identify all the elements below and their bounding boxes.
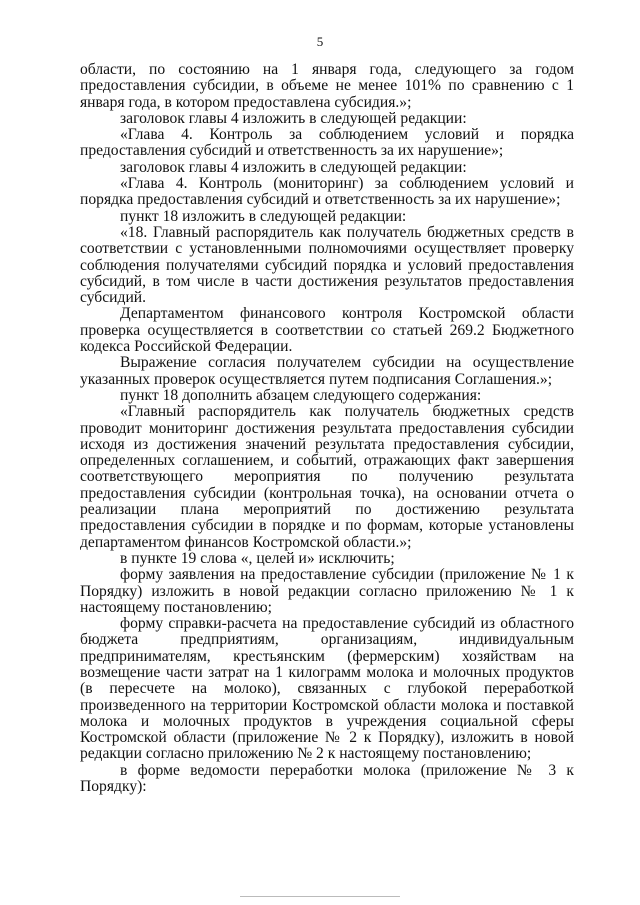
paragraph: форму справки-расчета на предоставление субсидий из областного бюджета предприятиям, организациям, индивидуальным предпринимателям, крестьянским (фермерским) хозяйствам на возмещение части затрат на 1 килограмм молока и молочных продуктов (в пересчете на молоко), связанных с глубокой переработкой произведенного на территории Костромской области молока и поставкой молока и молочных продуктов в учреждения социальной сферы Костромской области (приложение № 2 к Порядку), изложить в новой редакции согласно приложению № 2 к настоящему постановлению; bbox=[80, 615, 574, 763]
paragraph-continuation: области, по состоянию на 1 января года, следующего за годом предоставления субсидии, в объеме не менее 101% по сравнению с 1 января года, в котором предоставлена субсидия.»; bbox=[80, 61, 574, 111]
paragraph: «Главный распорядитель как получатель бюджетных средств проводит мониторинг достижения результата предоставления субсидии исходя из достижения значений результата предоставления субсидии, определенных соглашением, и событий, отражающих факт завершения соответствующего мероприятия по получению результата предоставления субсидии (контрольная точка), на основании отчета о реализации плана мероприятий по достижению результата предоставления субсидии в порядке и по формам, которые установлены департаментом финансов Костромской области.»; bbox=[80, 403, 574, 551]
page-number: 5 bbox=[316, 34, 324, 49]
paragraph: Департаментом финансового контроля Костромской области проверка осуществляется в соответствии со статьей 269.2 Бюджетного кодекса Российской Федерации. bbox=[80, 305, 574, 356]
paragraph: форму заявления на предоставление субсидии (приложение № 1 к Порядку) изложить в новой редакции согласно приложению № 1 к настоящему постановлению; bbox=[80, 566, 574, 616]
paragraph: пункт 18 дополнить абзацем следующего содержания: bbox=[120, 386, 482, 404]
paragraph: пункт 18 изложить в следующей редакции: bbox=[120, 207, 407, 225]
paragraph: в пункте 19 слова «, целей и» исключить; bbox=[120, 549, 395, 567]
paragraph: в форме ведомости переработки молока (приложение № 3 к Порядку): bbox=[80, 761, 574, 796]
paragraph: заголовок главы 4 изложить в следующей редакции: bbox=[120, 109, 467, 127]
bottom-rule bbox=[240, 896, 400, 897]
paragraph: заголовок главы 4 изложить в следующей редакции: bbox=[120, 158, 467, 176]
paragraph: Выражение согласия получателем субсидии на осуществление указанных проверок осуществляется путем подписания Соглашения.»; bbox=[80, 354, 574, 388]
document-body bbox=[80, 62, 574, 795]
paragraph: «Глава 4. Контроль за соблюдением условий и порядка предоставления субсидий и ответственность за их нарушение»; bbox=[80, 126, 574, 160]
paragraph: «18. Главный распорядитель как получатель бюджетных средств в соответствии с установленными полномочиями осуществляет проверку соблюдения получателями субсидий порядка и условий предоставления субсидий, в том числе в части достижения результатов предоставления субсидий. bbox=[80, 223, 574, 307]
paragraph: «Глава 4. Контроль (мониторинг) за соблюдением условий и порядка предоставления субсидий и ответственность за их нарушение»; bbox=[80, 175, 574, 209]
